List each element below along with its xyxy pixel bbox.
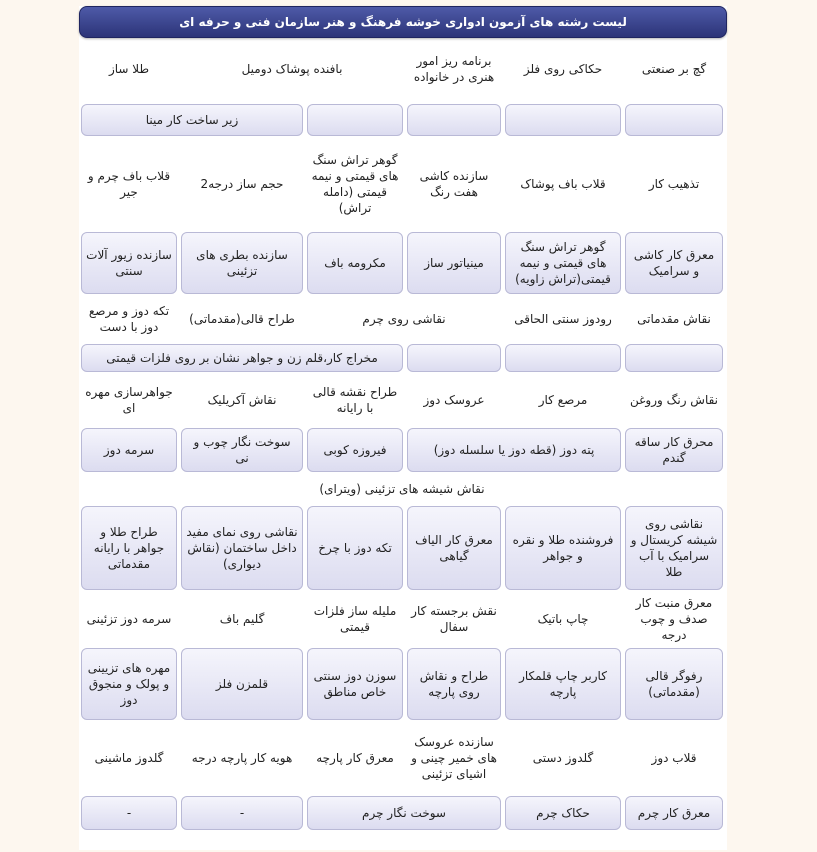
table-cell: حجم ساز درجه2 [200,177,284,191]
table-cell: فروشنده طلا و نقره و جواهر [505,506,621,590]
table-cell: طراح و نقاش روی پارچه [407,648,501,720]
table-container [79,6,727,850]
table-cell: - [81,796,177,830]
table-cell [505,104,621,136]
table-cell: طراح قالی(مقدماتی) [189,312,295,326]
table-cell: قلاب باف پوشاک [520,177,606,191]
table-cell: سوخت نگار چرم [307,796,501,830]
table-cell: مهره های تزیینی و پولک و منجوق دوز [81,648,177,720]
table-cell: معرق منبت کار صدف و چوب درجه [635,596,713,642]
fields-table [79,6,727,850]
table-cell: مخراج کار،قلم زن و جواهر نشان بر روی فلزات قیمتی [81,344,403,372]
table-cell: نقاش آکریلیک [207,393,277,407]
table-cell: گلدوز ماشینی [94,751,164,765]
table-cell: نقاش شیشه های تزئینی (ویترای) [319,482,485,496]
table-cell: گوهر تراش سنگ های قیمتی و نیمه قیمتی (دامله تراش) [311,153,399,215]
table-cell: طراح نقشه قالی با رایانه [312,385,398,415]
table-cell: ملیله ساز فلزات قیمتی [313,604,397,634]
table-cell: تذهیب کار [648,177,700,191]
table-cell: معرق کار چرم [625,796,723,830]
table-cell: مینیاتور ساز [407,232,501,294]
table-cell: هویه کار پارچه درجه [191,751,293,765]
table-cell: زیر ساخت کار مینا [81,104,303,136]
table-cell: نقش برجسته کار سفال [411,604,497,634]
table-cell: قلاب دوز [651,751,697,765]
table-cell: قلاب باف چرم و جیر [87,169,171,199]
table-cell: سازنده بطری های تزئینی [181,232,303,294]
table-cell: سوزن دوز سنتی خاص مناطق [307,648,403,720]
table-cell: گوهر تراش سنگ های قیمتی و نیمه قیمتی(تراش زاویه) [505,232,621,294]
table-cell: محرق کار ساقه گندم [625,428,723,472]
table-cell: فیروزه کوبی [307,428,403,472]
table-cell: معرق کار الیاف گیاهی [407,506,501,590]
table-cell: قلمزن فلز [181,648,303,720]
table-cell: سوخت نگار چوب و نی [181,428,303,472]
table-cell: مرصع کار [538,393,588,407]
table-cell: چاپ باتیک [537,612,589,626]
table-cell: - [181,796,303,830]
table-cell: طلا ساز [108,62,150,76]
table-cell: گچ بر صنعتی [641,62,707,76]
table-cell [307,104,403,136]
table-cell: طراح طلا و جواهر با رایانه مقدماتی [81,506,177,590]
table-cell: جواهرسازی مهره ای [85,385,173,415]
table-cell: تکه دوز و مرصع دوز با دست [88,304,170,334]
table-cell [505,344,621,372]
table-cell: گلیم باف [219,612,265,626]
table-cell: رفوگر قالی (مقدماتی) [625,648,723,720]
table-cell: سرمه دوز تزئینی [86,612,172,626]
table-cell [407,344,501,372]
table-cell: معرق کار کاشی و سرامیک [625,232,723,294]
table-cell: بافنده پوشاک دومیل [241,62,343,76]
table-cell: سازنده کاشی هفت رنگ [419,169,489,199]
table-cell: تکه دوز با چرخ [307,506,403,590]
table-cell: عروسک دوز [423,393,485,407]
table-cell: برنامه ریز امور هنری در خانواده [413,54,495,84]
table-cell: نقاشی روی شیشه کریستال و سرامیک با آب طلا [625,506,723,590]
table-cell: نقاشی روی چرم [362,312,446,326]
table-cell: حکاک چرم [505,796,621,830]
table-cell: مکرومه باف [307,232,403,294]
table-cell: رودوز سنتی الحاقی [514,312,612,326]
table-cell: سرمه دوز [81,428,177,472]
table-cell [407,104,501,136]
table-cell: سازنده عروسک های خمیر چینی و اشیای تزئینی [411,735,497,781]
table-cell [625,344,723,372]
table-cell: نقاشی روی نمای مفید داخل ساختمان (نقاش دیواری) [181,506,303,590]
table-cell: کاربر چاپ قلمکار پارچه [505,648,621,720]
table-cell: نقاش رنگ وروغن [630,393,719,407]
table-cell [625,104,723,136]
table-cell: نقاش مقدماتی [637,312,711,326]
table-cell: گلدوز دستی [532,751,594,765]
table-cell: معرق کار پارچه [316,751,394,765]
table-cell: سازنده زیور آلات سنتی [81,232,177,294]
page-title: لیست رشته های آزمون ادواری خوشه فرهنگ و هنر سازمان فنی و حرفه ای [79,6,727,38]
table-cell: حکاکی روی فلز [523,62,603,76]
table-cell: پته دوز (قطه دوز یا سلسله دوز) [407,428,621,472]
